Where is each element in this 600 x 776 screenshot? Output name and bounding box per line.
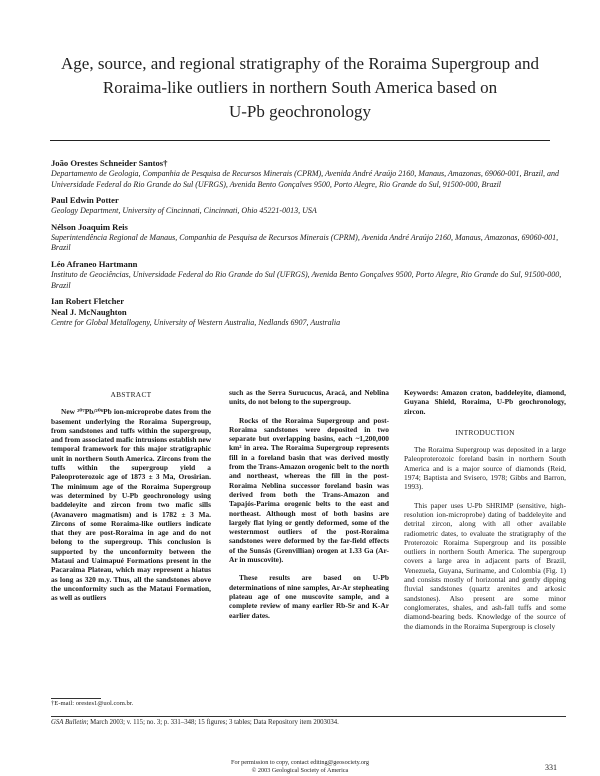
author-name: Paul Edwin Potter	[51, 195, 119, 206]
page-number: 331	[545, 763, 557, 772]
abstract-column-1	[51, 388, 211, 612]
journal-name: GSA Bulletin	[51, 719, 87, 726]
permission-line: For permission to copy, contact editing@geosociety.org	[231, 759, 369, 766]
introduction-heading: INTRODUCTION	[455, 427, 515, 437]
citation-rule	[51, 716, 566, 717]
author-affiliation: Superintendência Regional de Manaus, Companhia de Pesquisa de Recursos Minerais (CPRM), Avenida André Araújo 2160, Manaus, Amazonas, 69060-001, Brazil	[51, 232, 559, 253]
introduction-column	[404, 388, 566, 640]
footnote-rule	[51, 698, 101, 699]
introduction-paragraph: The Roraima Supergroup was deposited in a large Paleoproterozoic foreland basin in northern South America and is a major source of diamonds (Reid, 1974; Baptista and Svisero, 1978; Gibbs and Barron, 1993).	[404, 445, 566, 492]
keywords: Keywords: Amazon craton, baddeleyite, diamond, Guyana Shield, Roraima, U-Pb geochronology, zircon.	[404, 388, 566, 416]
author-affiliation: Geology Department, University of Cincinnati, Cincinnati, Ohio 45221-0013, USA	[51, 206, 317, 216]
author-affiliation: Instituto de Geociências, Universidade Federal do Rio Grande do Sul (UFRGS), Avenida Bento Gonçalves 9500, Porto Alegre, Rio Grande do Sul, 91500-000, Brazil	[51, 269, 562, 290]
abstract-column-2	[229, 388, 389, 629]
citation-details: ; March 2003; v. 115; no. 3; p. 331–348; 15 figures; 3 tables; Data Repository item 2003034.	[86, 719, 339, 726]
title-line-1: Age, source, and regional stratigraphy of the Roraima Supergroup and	[61, 54, 539, 73]
author-affiliation: Departamento de Geologia, Companhia de Pesquisa de Recursos Minerais (CPRM), Avenida André Araújo 2160, Manaus, Amazonas, 69060-001, Brazil, and Universidade Federal do Rio Grande do Sul (UFRGS), Avenida Bento Gonçalves 9500, Porto Alegre, Rio Grande do Sul, 91500-000, Brazil	[51, 169, 560, 189]
author-name: João Orestes Schneider Santos†	[51, 158, 168, 168]
title-line-3: U-Pb geochronology	[228, 102, 372, 121]
introduction-paragraph: This paper uses U-Pb SHRIMP (sensitive, high-resolution ion-microprobe) dating of baddeleyite and detrital zircon, along with all other available radiometric dates, to evaluate the stratigraphy of the Proterozoic Roraima Supergroup and its possible outliers in northern South America. The supergroup covers a large area in adjacent parts of Brazil, Venezuela, Guyana, Suriname, and Colombia (Fig. 1) and consists mostly of horizontal and gently dipping fluvial sandstones (quartz arenites and arkosic sandstones). Also present are some minor conglomerates, shales, and ash-fall tuffs and some diamond-bearing beds. Knowledge of the source of the diamonds in the Roraima Supergroup is closely	[404, 500, 566, 631]
abstract-heading: ABSTRACT	[110, 390, 152, 399]
author-list	[51, 158, 571, 334]
author-name: Nélson Joaquim Reis	[51, 221, 128, 232]
abstract-paragraph: such as the Serra Surucucus, Aracá, and Neblina units, do not belong to the supergroup.	[229, 388, 389, 407]
author-name: Ian Robert Fletcher	[51, 296, 125, 307]
article-title	[40, 52, 560, 124]
title-line-2: Roraima-like outliers in northern South America based on	[102, 78, 498, 97]
author-name: Neal J. McNaughton	[51, 307, 127, 318]
abstract-paragraph: New ²⁰⁷Pb/²⁰⁶Pb ion-microprobe dates from the basement underlying the Roraima Supergroup, from sandstones and tuffs within the supergroup, and from associated mafic intrusions establish new temporal framework for this major stratigraphic unit in northern South America. Zircons from the tuffs within the supergroup yield a Paleoproterozoic age of 1873 ± 3 Ma, Orosirian. The minimum age of the Roraima Supergroup was determined by U-Pb geochronology using baddeleyite and zircon from two mafic sills (Avanavero magmatism) and is 1782 ± 3 Ma. Zircons of some Roraima-like outliers indicate that they are post-Roraima in age and do not belong to the supergroup. This conclusion is supported by the unconformity between the Mataui and Uaimapué Formations present in the Pacaraima Plateau, which may represent a hiatus as long as 320 m.y. Thus, all the sandstones above the unconformity such as the Mataui Formation, as well as outliers	[51, 407, 212, 603]
abstract-paragraph: Rocks of the Roraima Supergroup and post-Roraima sandstones were deposited in two separate but overlapping basins, each ~1,200,000 km² in area. The Roraima Supergroup represents fill in a foreland basin that was derived mostly from the Trans-Amazon orogenic belt to the north and northeast, whereas the fill in the post-Roraima Neblina successor foreland basin was derived from both the Trans-Amazon and Tapajós-Parima orogenic belts to the east and northeast. Although most of both basins are largely flat lying or gently deformed, some of the westernmost outliers of the post-Roraima sandstones were deformed by the far-field effects of the Sunsás (Grenvillian) orogen at 1.33 Ga (Ar-Ar in muscovite).	[229, 415, 389, 565]
author-affiliation: Centre for Global Metallogeny, University of Western Australia, Nedlands 6907, Australia	[51, 318, 341, 328]
permission-notice	[150, 759, 450, 774]
author-name: Léo Afraneo Hartmann	[51, 258, 138, 269]
title-rule	[50, 140, 550, 141]
copyright-line: © 2003 Geological Society of America	[251, 766, 349, 774]
footnote-email: †E-mail: orestes1@uol.com.br.	[51, 700, 134, 707]
journal-citation	[51, 719, 566, 726]
abstract-paragraph: These results are based on U-Pb determinations of nine samples, Ar-Ar stepheating plateau age of one muscovite sample, and a complete review of many earlier Rb-Sr and K-Ar earlier dates.	[229, 573, 389, 620]
